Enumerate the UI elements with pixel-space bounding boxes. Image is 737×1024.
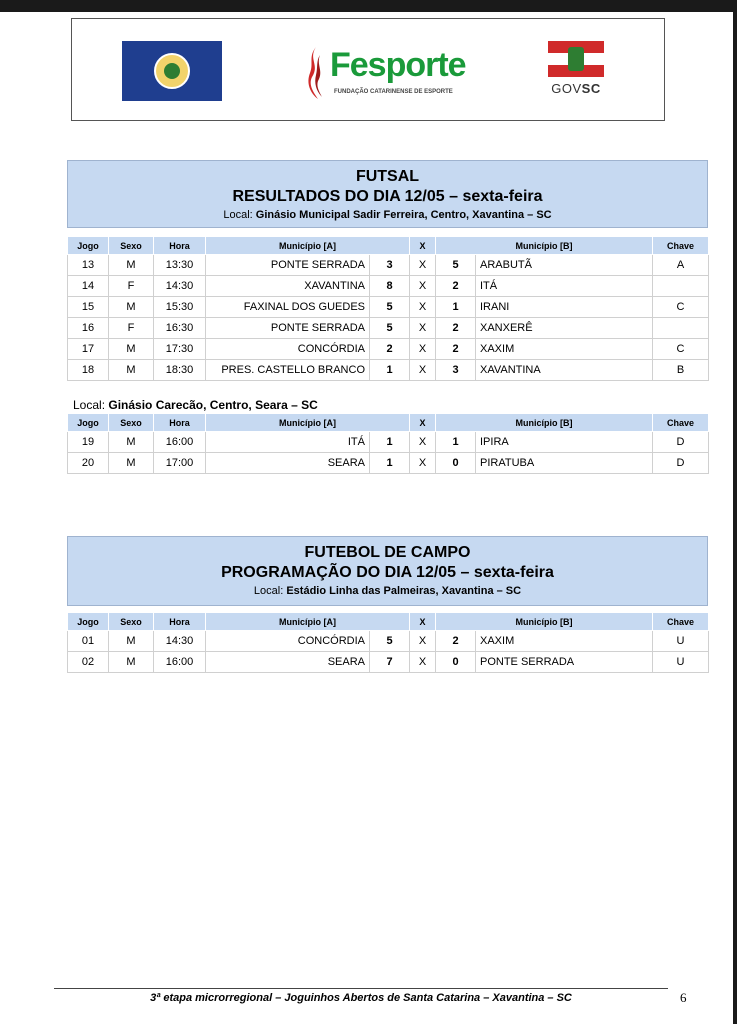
- table-row: [68, 297, 709, 318]
- cell-gols-b: 1: [436, 297, 476, 318]
- campo-venue: Local: Estádio Linha das Palmeiras, Xavantina – SC: [253, 585, 522, 597]
- cell-sexo: F: [109, 318, 154, 339]
- cell-jogo: 01: [68, 631, 109, 652]
- table-row: [68, 631, 709, 652]
- cell-hora: 15:30: [154, 297, 206, 318]
- table-row: [68, 276, 709, 297]
- futsal-venue-1: Local: Ginásio Municipal Sadir Ferreira, Centro, Xavantina – SC: [223, 209, 552, 221]
- col-x: X: [410, 613, 436, 631]
- col-hora: Hora: [154, 414, 206, 432]
- cell-gols-a: 2: [370, 339, 410, 360]
- cell-mun-a: CONCÓRDIA: [206, 631, 370, 652]
- col-x: X: [410, 414, 436, 432]
- cell-hora: 17:00: [154, 453, 206, 474]
- futsal-title: FUTSAL: [355, 168, 420, 185]
- cell-jogo: 17: [68, 339, 109, 360]
- col-jogo: Jogo: [68, 237, 109, 255]
- cell-hora: 14:30: [154, 276, 206, 297]
- cell-hora: 14:30: [154, 631, 206, 652]
- cell-gols-b: 2: [436, 276, 476, 297]
- cell-gols-a: 5: [370, 318, 410, 339]
- cell-chave: A: [653, 255, 709, 276]
- cell-hora: 13:30: [154, 255, 206, 276]
- cell-mun-a: SEARA: [206, 652, 370, 673]
- sc-flag-icon: [548, 41, 604, 77]
- cell-gols-b: 0: [436, 652, 476, 673]
- document-page: [0, 12, 733, 1024]
- cell-x: X: [410, 631, 436, 652]
- cell-sexo: M: [109, 297, 154, 318]
- col-hora: Hora: [154, 237, 206, 255]
- cell-gols-b: 3: [436, 360, 476, 381]
- futsal-section: [67, 160, 708, 474]
- cell-x: X: [410, 297, 436, 318]
- futsal-table-2: [67, 413, 709, 474]
- cell-chave: U: [653, 631, 709, 652]
- cell-gols-b: 2: [436, 339, 476, 360]
- col-sexo: Sexo: [109, 414, 154, 432]
- cell-gols-a: 1: [370, 453, 410, 474]
- cell-mun-b: XAXIM: [476, 631, 653, 652]
- col-sexo: Sexo: [109, 613, 154, 631]
- cell-mun-b: PONTE SERRADA: [476, 652, 653, 673]
- col-municipio-b: Município [B]: [436, 237, 653, 255]
- cell-gols-b: 2: [436, 318, 476, 339]
- cell-mun-a: SEARA: [206, 453, 370, 474]
- cell-x: X: [410, 652, 436, 673]
- cell-sexo: M: [109, 432, 154, 453]
- cell-hora: 17:30: [154, 339, 206, 360]
- cell-sexo: M: [109, 631, 154, 652]
- col-jogo: Jogo: [68, 613, 109, 631]
- cell-x: X: [410, 255, 436, 276]
- cell-jogo: 02: [68, 652, 109, 673]
- cell-mun-b: XAXIM: [476, 339, 653, 360]
- cell-x: X: [410, 339, 436, 360]
- cell-gols-a: 5: [370, 631, 410, 652]
- cell-x: X: [410, 276, 436, 297]
- cell-chave: D: [653, 432, 709, 453]
- table-row: [68, 255, 709, 276]
- cell-gols-b: 2: [436, 631, 476, 652]
- cell-sexo: M: [109, 652, 154, 673]
- cell-sexo: M: [109, 360, 154, 381]
- col-jogo: Jogo: [68, 414, 109, 432]
- logo-header: [71, 18, 665, 121]
- govsc-logo: [546, 41, 606, 99]
- col-municipio-a: Município [A]: [206, 414, 410, 432]
- table-row: [68, 360, 709, 381]
- cell-mun-b: IPIRA: [476, 432, 653, 453]
- cell-sexo: F: [109, 276, 154, 297]
- futsal-venue-2: Local: Ginásio Carecão, Centro, Seara – SC: [73, 398, 318, 412]
- table-row: [68, 318, 709, 339]
- col-x: X: [410, 237, 436, 255]
- cell-mun-b: XAVANTINA: [476, 360, 653, 381]
- cell-chave: [653, 318, 709, 339]
- cell-gols-a: 3: [370, 255, 410, 276]
- campo-subtitle: PROGRAMAÇÃO DO DIA 12/05 – sexta-feira: [221, 564, 554, 581]
- col-municipio-b: Município [B]: [436, 414, 653, 432]
- municipal-flag-logo: [122, 41, 222, 101]
- campo-table: [67, 612, 709, 673]
- cell-chave: D: [653, 453, 709, 474]
- cell-x: X: [410, 453, 436, 474]
- cell-chave: C: [653, 339, 709, 360]
- campo-header: [67, 536, 708, 606]
- campo-title: FUTEBOL DE CAMPO: [304, 544, 471, 561]
- table-header-row: [68, 414, 709, 432]
- cell-jogo: 14: [68, 276, 109, 297]
- cell-jogo: 18: [68, 360, 109, 381]
- cell-sexo: M: [109, 339, 154, 360]
- footer-text: 3ª etapa microrregional – Joguinhos Abertos de Santa Catarina – Xavantina – SC: [150, 992, 572, 1004]
- cell-gols-a: 5: [370, 297, 410, 318]
- cell-chave: C: [653, 297, 709, 318]
- col-chave: Chave: [653, 414, 709, 432]
- cell-gols-a: 8: [370, 276, 410, 297]
- cell-x: X: [410, 360, 436, 381]
- cell-sexo: M: [109, 255, 154, 276]
- cell-sexo: M: [109, 453, 154, 474]
- table-row: [68, 453, 709, 474]
- cell-jogo: 15: [68, 297, 109, 318]
- cell-mun-b: XANXERÊ: [476, 318, 653, 339]
- flame-icon: [304, 45, 326, 101]
- cell-x: X: [410, 432, 436, 453]
- cell-mun-a: PONTE SERRADA: [206, 255, 370, 276]
- futsal-subtitle: RESULTADOS DO DIA 12/05 – sexta-feira: [232, 188, 543, 205]
- cell-mun-b: PIRATUBA: [476, 453, 653, 474]
- table-header-row: [68, 613, 709, 631]
- cell-x: X: [410, 318, 436, 339]
- cell-mun-a: PONTE SERRADA: [206, 318, 370, 339]
- table-row: [68, 339, 709, 360]
- page-number: 6: [680, 990, 687, 1005]
- cell-chave: [653, 276, 709, 297]
- cell-jogo: 16: [68, 318, 109, 339]
- municipal-seal-icon: [154, 53, 190, 89]
- cell-hora: 16:00: [154, 652, 206, 673]
- cell-jogo: 13: [68, 255, 109, 276]
- fesporte-name: Fesporte: [330, 46, 466, 84]
- cell-mun-b: ARABUTÃ: [476, 255, 653, 276]
- cell-gols-b: 1: [436, 432, 476, 453]
- cell-hora: 16:00: [154, 432, 206, 453]
- col-municipio-a: Município [A]: [206, 613, 410, 631]
- cell-mun-a: PRES. CASTELLO BRANCO: [206, 360, 370, 381]
- cell-mun-a: ITÁ: [206, 432, 370, 453]
- table-row: [68, 652, 709, 673]
- cell-gols-a: 7: [370, 652, 410, 673]
- fesporte-logo: [304, 41, 464, 105]
- cell-chave: U: [653, 652, 709, 673]
- cell-jogo: 19: [68, 432, 109, 453]
- cell-mun-a: CONCÓRDIA: [206, 339, 370, 360]
- cell-gols-b: 5: [436, 255, 476, 276]
- col-chave: Chave: [653, 613, 709, 631]
- govsc-text: GOVSC: [551, 81, 601, 96]
- col-chave: Chave: [653, 237, 709, 255]
- col-municipio-b: Município [B]: [436, 613, 653, 631]
- cell-mun-a: XAVANTINA: [206, 276, 370, 297]
- col-hora: Hora: [154, 613, 206, 631]
- table-header-row: [68, 237, 709, 255]
- cell-gols-b: 0: [436, 453, 476, 474]
- cell-mun-b: IRANI: [476, 297, 653, 318]
- cell-gols-a: 1: [370, 360, 410, 381]
- fesporte-subtitle: FUNDAÇÃO CATARINENSE DE ESPORTE: [334, 89, 453, 95]
- futsal-table-1: [67, 236, 709, 381]
- futsal-header: [67, 160, 708, 228]
- cell-chave: B: [653, 360, 709, 381]
- cell-mun-b: ITÁ: [476, 276, 653, 297]
- table-row: [68, 432, 709, 453]
- cell-jogo: 20: [68, 453, 109, 474]
- campo-section: [67, 536, 708, 673]
- cell-gols-a: 1: [370, 432, 410, 453]
- cell-hora: 18:30: [154, 360, 206, 381]
- col-sexo: Sexo: [109, 237, 154, 255]
- col-municipio-a: Município [A]: [206, 237, 410, 255]
- cell-mun-a: FAXINAL DOS GUEDES: [206, 297, 370, 318]
- footer-divider: [54, 988, 668, 989]
- cell-hora: 16:30: [154, 318, 206, 339]
